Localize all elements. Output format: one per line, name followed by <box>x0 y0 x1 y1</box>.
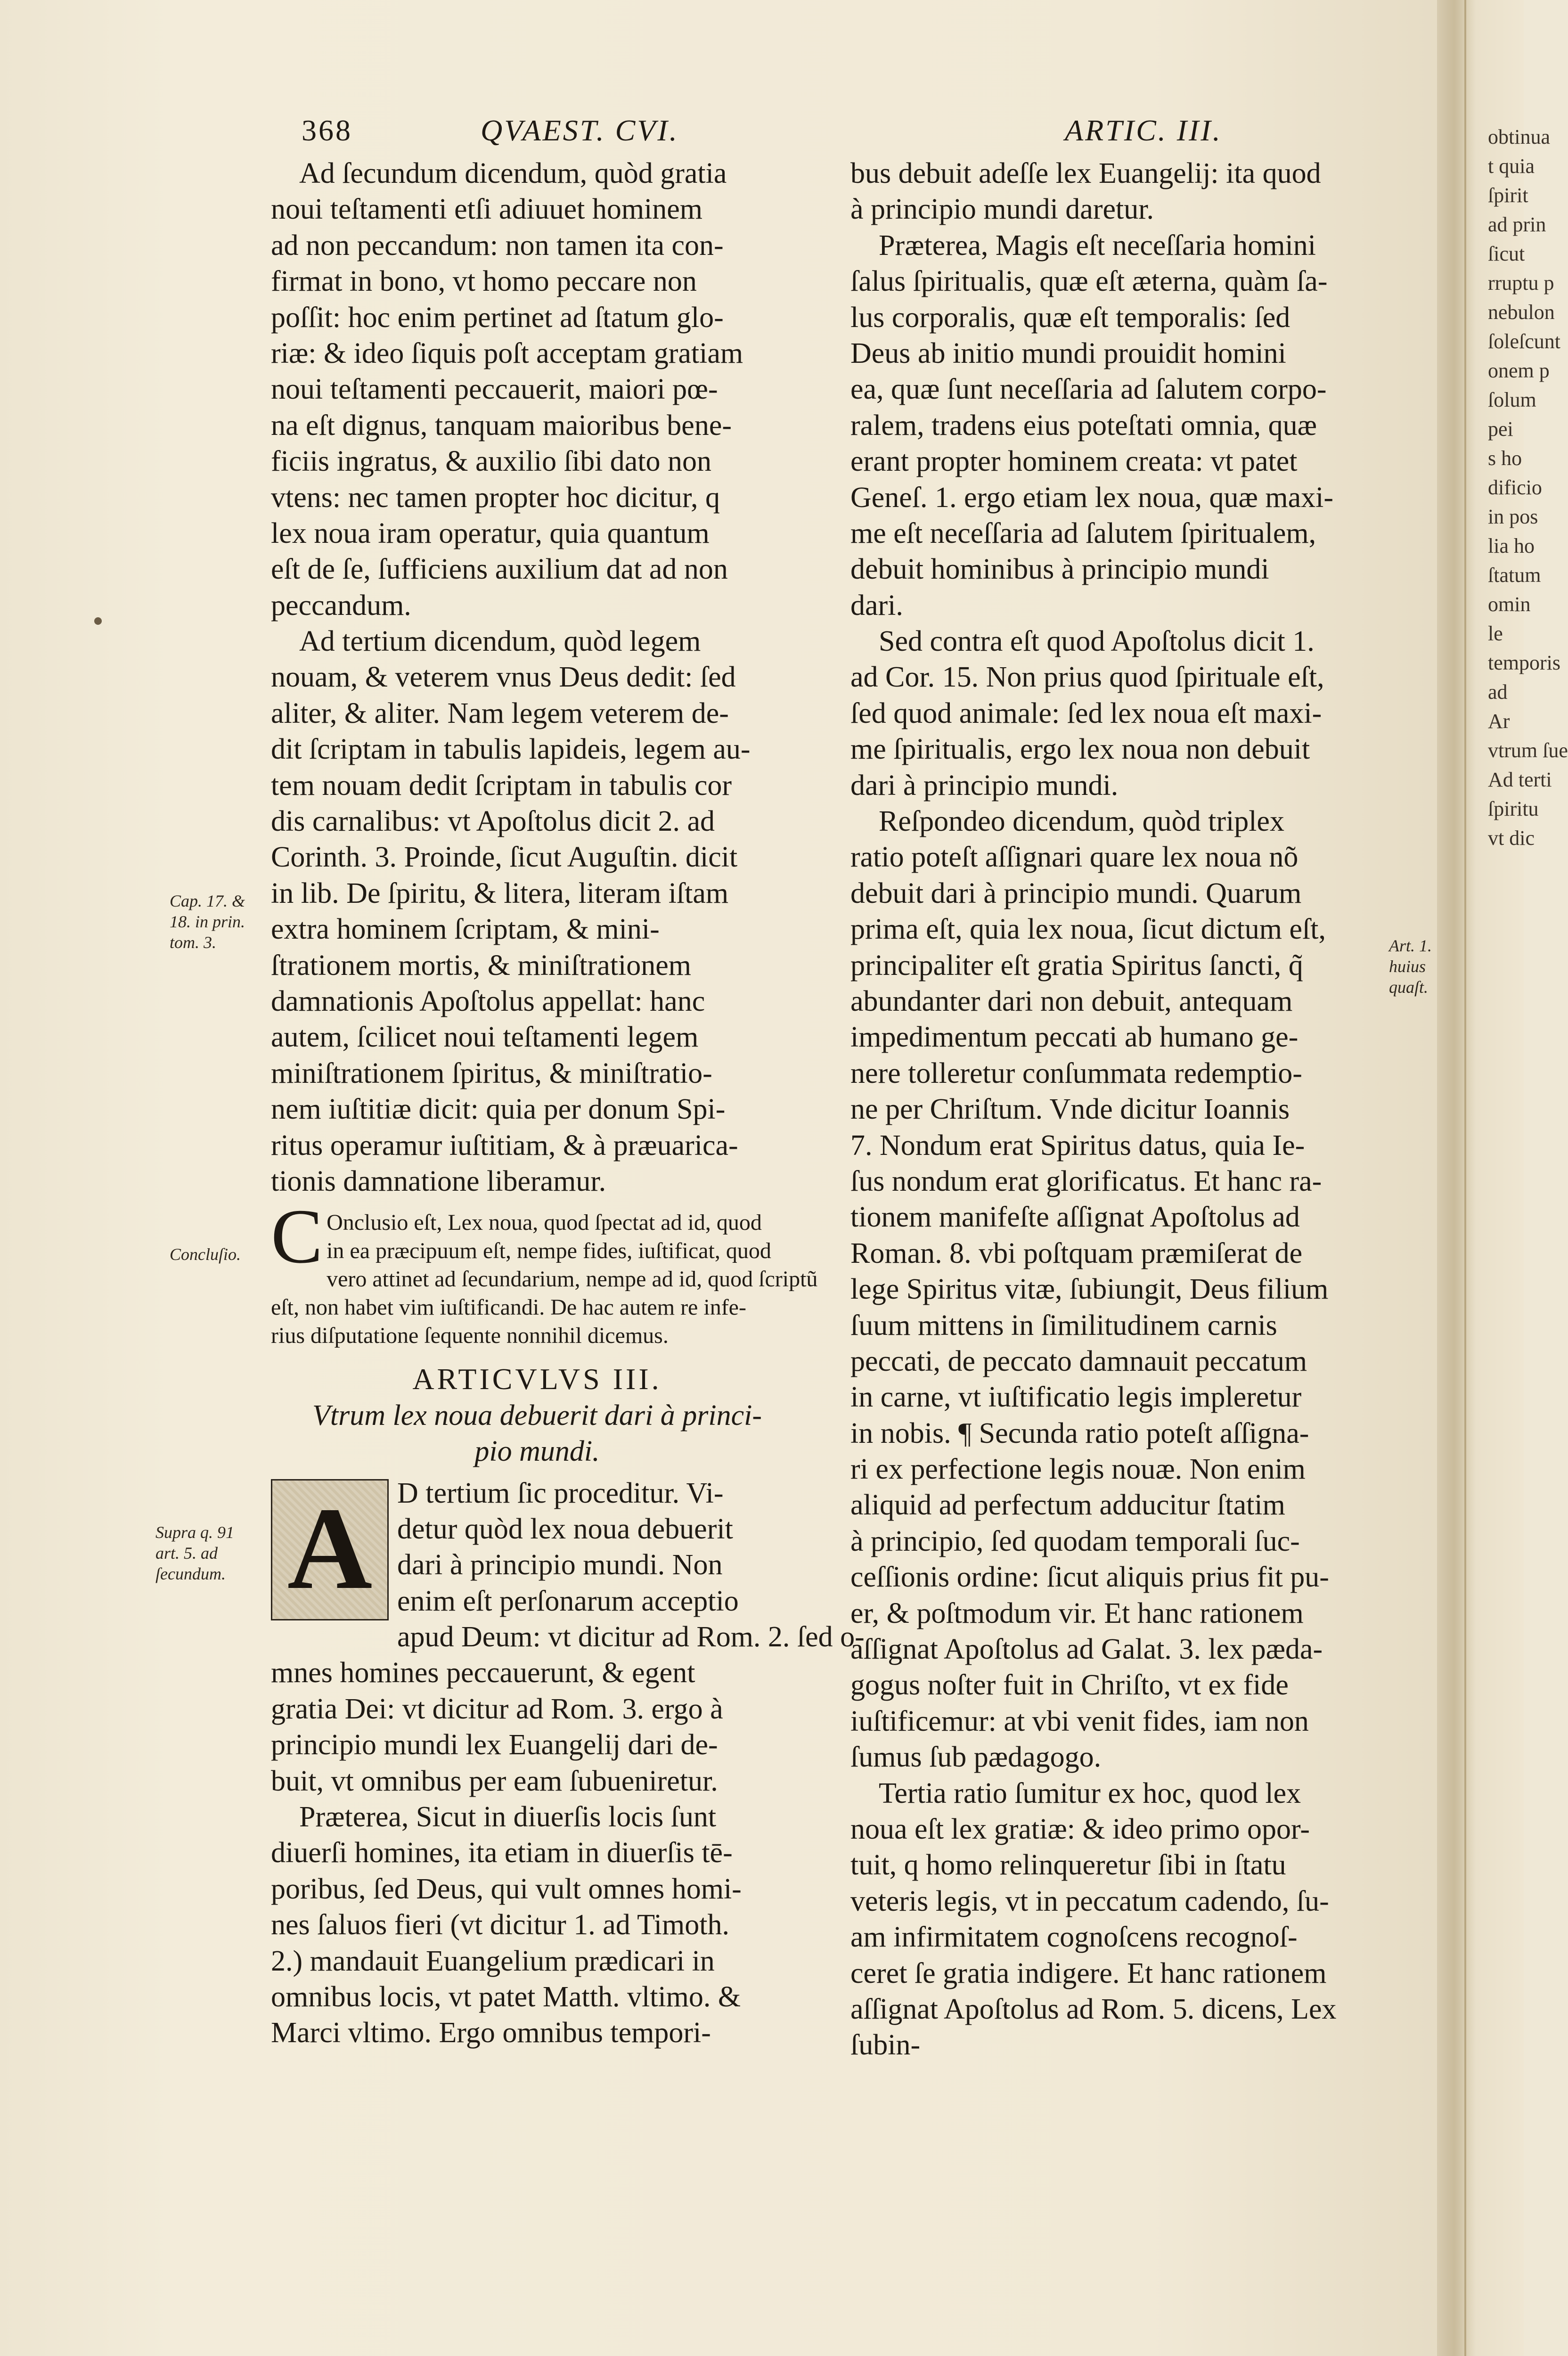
text-line: ſuum mittens in ſimilitudinem carnis <box>850 1309 1277 1342</box>
text-line: nebulon <box>1488 301 1555 324</box>
text-line: ad <box>1488 680 1508 704</box>
margin-note-art-ref: Art. 1. huius quaſt. <box>1389 936 1432 997</box>
text-line: debuit dari à principio mundi. Quarum <box>850 877 1302 909</box>
text-line: ritus operamur iuſtitiam, & à præuarica- <box>271 1129 738 1162</box>
text-line: aliter, & aliter. Nam legem veterem de- <box>271 697 729 729</box>
text-line: ne per Chriſtum. Vnde dicitur Ioannis <box>850 1093 1290 1126</box>
text-line: dari à principio mundi. Non <box>397 1549 723 1581</box>
text-line: rius diſputatione ſequente nonnihil dicemus. <box>271 1323 669 1349</box>
text-line: autem, ſcilicet noui teſtamenti legem <box>271 1021 699 1054</box>
text-line: ri ex perfectione legis nouæ. Non enim <box>850 1453 1306 1486</box>
third-reason-paragraph <box>850 1775 1388 2063</box>
left-column <box>271 155 865 2051</box>
text-line: in lib. De ſpiritu, & litera, literam iſtam <box>271 877 729 909</box>
text-line: ſus nondum erat glorificatus. Et hanc ra- <box>850 1165 1322 1197</box>
text-line: onem p <box>1488 359 1550 382</box>
text-line: aſſignat Apoſtolus ad Rom. 5. dicens, Lex <box>850 1993 1337 2025</box>
text-line: ſumus ſub pædagogo. <box>850 1741 1102 1774</box>
article-heading: ARTIC. III. <box>1065 114 1222 147</box>
text-line: à principio, ſed quodam temporali ſuc- <box>850 1525 1300 1557</box>
text-line: tionem manifeſte aſſignat Apoſtolus ad <box>850 1201 1300 1234</box>
text-line: temporis <box>1488 651 1560 674</box>
text-line: poribus, ſed Deus, qui vult omnes homi- <box>271 1873 742 1905</box>
question-heading: QVAEST. CVI. <box>481 114 679 147</box>
binding-fold <box>1464 0 1466 2356</box>
text-line: lex noua iram operatur, quia quantum <box>271 517 710 549</box>
text-line: ceret ſe gratia indigere. Et hanc rationem <box>850 1957 1327 1989</box>
objection-two-paragraph <box>271 1799 803 2051</box>
conclusio-initial: C <box>271 1193 323 1280</box>
text-line: ratio poteſt aſſignari quare lex noua nõ <box>850 841 1298 874</box>
text-line: enim eſt perſonarum acceptio <box>397 1585 739 1617</box>
text-line: riæ: & ideo ſiquis poſt acceptam gratiam <box>271 337 743 369</box>
text-line: pio mundi. <box>474 1435 600 1468</box>
text-line: ſalus ſpiritualis, quæ eſt æterna, quàm ſa- <box>850 265 1328 298</box>
text-line: impedimentum peccati ab humano ge- <box>850 1021 1298 1054</box>
text-line: gratia Dei: vt dicitur ad Rom. 3. ergo à <box>271 1693 723 1725</box>
text-line: Præterea, Sicut in diuerſis locis ſunt <box>299 1801 717 1833</box>
text-line: ſubin- <box>850 2029 921 2062</box>
text-line: Præterea, Magis eſt neceſſaria homini <box>879 229 1316 262</box>
text-line: nes ſaluos fieri (vt dicitur 1. ad Timoth. <box>271 1909 729 1941</box>
text-line: lege Spiritus vitæ, ſubiungit, Deus filium <box>850 1273 1329 1306</box>
text-line: iuſtificemur: at vbi venit fides, iam non <box>850 1705 1309 1737</box>
text-line: pei <box>1488 417 1513 441</box>
text-line: Sed contra eſt quod Apoſtolus dicit 1. <box>879 625 1315 658</box>
text-line: principio mundi lex Euangelij dari de- <box>271 1729 718 1761</box>
text-line: dit ſcriptam in tabulis lapideis, legem au- <box>271 733 751 766</box>
text-line: Ad tertium dicendum, quòd legem <box>299 625 701 658</box>
text-line: D tertium ſic proceditur. Vi- <box>397 1477 724 1509</box>
text-line: principaliter eſt gratia Spiritus ſancti, q̃ <box>850 949 1303 982</box>
running-head <box>302 113 1395 155</box>
article-question <box>271 1398 803 1470</box>
text-line: obtinua <box>1488 125 1550 148</box>
conclusio-text <box>271 1209 818 1350</box>
page-number: 368 <box>302 114 352 147</box>
text-line: vtens: nec tamen propter hoc dicitur, q <box>271 481 720 514</box>
text-line: 7. Nondum erat Spiritus datus, quia Ie- <box>850 1129 1305 1162</box>
text-line: ſtrationem mortis, & miniſtrationem <box>271 949 691 982</box>
text-line: abundanter dari non debuit, antequam <box>850 985 1293 1017</box>
text-line: firmat in bono, vt homo peccare non <box>271 265 697 298</box>
text-line: eſt, non habet vim iuſtificandi. De hac autem re infe- <box>271 1295 746 1320</box>
text-line: ad Cor. 15. Non prius quod ſpirituale eſt, <box>850 661 1324 694</box>
text-line: ficiis ingratus, & auxilio ſibi dato non <box>271 445 712 478</box>
text-line: nouam, & veterem vnus Deus dedit: ſed <box>271 661 736 694</box>
text-line: Reſpondeo dicendum, quòd triplex <box>879 805 1284 838</box>
text-line: prima eſt, quia lex noua, ſicut dictum eſt, <box>850 913 1326 946</box>
text-line: ſicut <box>1488 242 1525 265</box>
facing-page-edge <box>1437 0 1568 2356</box>
ink-speck <box>94 617 102 625</box>
respondeo-paragraph <box>850 803 1388 1775</box>
text-line: mnes homines peccauerunt, & egent <box>271 1657 695 1689</box>
text-line: Marci vltimo. Ergo omnibus tempori- <box>271 2017 711 2049</box>
right-column <box>850 155 1388 2063</box>
text-line: vero attinet ad ſecundarium, nempe ad id, quod ſcriptũ <box>327 1267 818 1292</box>
text-line: ad non peccandum: non tamen ita con- <box>271 229 724 262</box>
text-line: Geneſ. 1. ergo etiam lex noua, quæ maxi- <box>850 481 1334 514</box>
text-line: ſed quod animale: ſed lex noua eſt maxi- <box>850 697 1322 729</box>
text-line: Ar <box>1488 710 1510 733</box>
text-line: tionis damnatione liberamur. <box>271 1165 606 1197</box>
text-line: vtrum ſue <box>1488 739 1568 762</box>
text-line: diuerſi homines, ita etiam in diuerſis tē- <box>271 1837 733 1869</box>
text-line: nem iuſtitiæ dicit: quia per donum Spi- <box>271 1093 726 1126</box>
text-line: tem nouam dedit ſcriptam in tabulis cor <box>271 769 732 802</box>
text-line: s ho <box>1488 447 1522 470</box>
text-line: rruptu p <box>1488 271 1554 294</box>
text-line: noui teſtamenti peccauerit, maiori pœ- <box>271 373 718 406</box>
text-line: noui teſtamenti etſi adiuuet hominem <box>271 193 703 226</box>
margin-note-supra-ref: Supra q. 91 art. 5. ad ſecundum. <box>155 1523 235 1583</box>
text-line: in pos <box>1488 505 1538 528</box>
text-line: Onclusio eſt, Lex noua, quod ſpectat ad id, quod <box>327 1210 762 1235</box>
text-line: noua eſt lex gratiæ: & ideo primo opor- <box>850 1813 1310 1845</box>
text-line: peccandum. <box>271 589 411 622</box>
text-line: ad prin <box>1488 213 1546 236</box>
text-line: buit, vt omnibus per eam ſubueniretur. <box>271 1765 718 1797</box>
text-line: 2.) mandauit Euangelium prædicari in <box>271 1945 715 1977</box>
text-line: Corinth. 3. Proinde, ſicut Auguſtin. dicit <box>271 841 738 874</box>
text-line: le <box>1488 622 1503 645</box>
conclusio-block <box>271 1193 818 1350</box>
objection-two-continued <box>850 155 1388 228</box>
text-line: Vtrum lex noua debuerit dari à princi- <box>312 1399 762 1432</box>
text-line: ralem, tradens eius poteſtati omnia, quæ <box>850 409 1317 442</box>
text-line: vt dic <box>1488 826 1535 850</box>
text-line: bus debuit adeſſe lex Euangelij: ita quod <box>850 157 1321 189</box>
reply-third-paragraph <box>271 623 803 1199</box>
text-line: dis carnalibus: vt Apoſtolus dicit 2. ad <box>271 805 715 838</box>
text-line: lus corporalis, quæ eſt temporalis: ſed <box>850 301 1290 334</box>
text-line: in ea præcipuum eſt, nempe fides, iuſtificat, quod <box>327 1238 771 1264</box>
article-title: ARTICVLVS III. <box>412 1362 662 1396</box>
text-line: am infirmitatem cognoſcens recognoſ- <box>850 1921 1298 1954</box>
margin-note-conclusio: Concluſio. <box>170 1245 241 1264</box>
text-line: Roman. 8. vbi poſtquam præmiſerat de <box>850 1237 1303 1269</box>
text-line: aſſignat Apoſtolus ad Galat. 3. lex pæda- <box>850 1633 1323 1666</box>
text-line: dificio <box>1488 476 1542 499</box>
text-line: Ad ſecundum dicendum, quòd gratia <box>299 157 727 189</box>
text-line: ea, quæ ſunt neceſſaria ad ſalutem corpo- <box>850 373 1327 406</box>
text-line: miniſtrationem ſpiritus, & miniſtratio- <box>271 1057 712 1089</box>
text-line: detur quòd lex noua debuerit <box>397 1513 733 1545</box>
text-line: Tertia ratio ſumitur ex hoc, quod lex <box>879 1777 1301 1809</box>
text-line: me eſt neceſſaria ad ſalutem ſpiritualem, <box>850 517 1316 549</box>
text-line: tuit, q homo relinqueretur ſibi in ſtatu <box>850 1849 1286 1882</box>
text-line: nere tolleretur conſummata redemptio- <box>850 1057 1302 1089</box>
text-line: me ſpiritualis, ergo lex noua non debuit <box>850 733 1310 766</box>
text-line: in nobis. ¶ Secunda ratio poteſt aſſigna- <box>850 1417 1309 1449</box>
text-line: gogus noſter fuit in Chriſto, vt ex fide <box>850 1669 1289 1702</box>
text-line: ſoleſcunt <box>1488 330 1560 353</box>
text-line: poſſit: hoc enim pertinet ad ſtatum glo- <box>271 301 724 334</box>
text-line: omnibus locis, vt patet Matth. vltimo. & <box>271 1980 741 2013</box>
text-line: ſolum <box>1488 388 1536 411</box>
sed-contra-paragraph <box>850 623 1388 803</box>
margin-note-augustine-ref: Cap. 17. & 18. in prin. tom. 3. <box>170 892 245 952</box>
article-objection-one <box>271 1475 865 1800</box>
text-line: dari à principio mundi. <box>850 769 1119 802</box>
objection-three-paragraph <box>850 228 1388 623</box>
text-line: na eſt dignus, tanquam maioribus bene- <box>271 409 732 442</box>
text-line: ceſſionis ordine: ſicut aliquis prius fit pu- <box>850 1561 1329 1594</box>
decorated-initial: A <box>271 1479 389 1620</box>
reply-second-paragraph <box>271 155 803 623</box>
text-line: debuit hominibus à principio mundi <box>850 553 1269 586</box>
text-line: à principio mundi daretur. <box>850 193 1154 226</box>
facing-page-text <box>1488 123 1568 853</box>
text-line: lia ho <box>1488 534 1535 557</box>
text-line: Deus ab initio mundi prouidit homini <box>850 337 1286 369</box>
text-line: damnationis Apoſtolus appellat: hanc <box>271 985 705 1017</box>
text-line: ſtatum <box>1488 564 1541 587</box>
text-line: peccati, de peccato damnauit peccatum <box>850 1345 1307 1377</box>
text-line: veteris legis, vt in peccatum cadendo, ſu- <box>850 1885 1329 1917</box>
text-line: in carne, vt iuſtificatio legis impleretur <box>850 1381 1302 1414</box>
text-line: ſpirit <box>1488 184 1528 207</box>
text-line: Ad terti <box>1488 768 1552 791</box>
text-line: omin <box>1488 593 1531 616</box>
text-line: erant propter hominem creata: vt patet <box>850 445 1298 478</box>
text-line: eſt de ſe, ſufficiens auxilium dat ad non <box>271 553 728 586</box>
text-line: ſpiritu <box>1488 797 1539 820</box>
text-line: extra hominem ſcriptam, & mini- <box>271 913 660 946</box>
text-line: apud Deum: vt dicitur ad Rom. 2. ſed o- <box>397 1621 865 1653</box>
text-line: t quia <box>1488 155 1535 178</box>
text-line: er, & poſtmodum vir. Et hanc rationem <box>850 1597 1304 1629</box>
text-line: aliquid ad perfectum adducitur ſtatim <box>850 1489 1285 1522</box>
text-line: dari. <box>850 589 903 622</box>
